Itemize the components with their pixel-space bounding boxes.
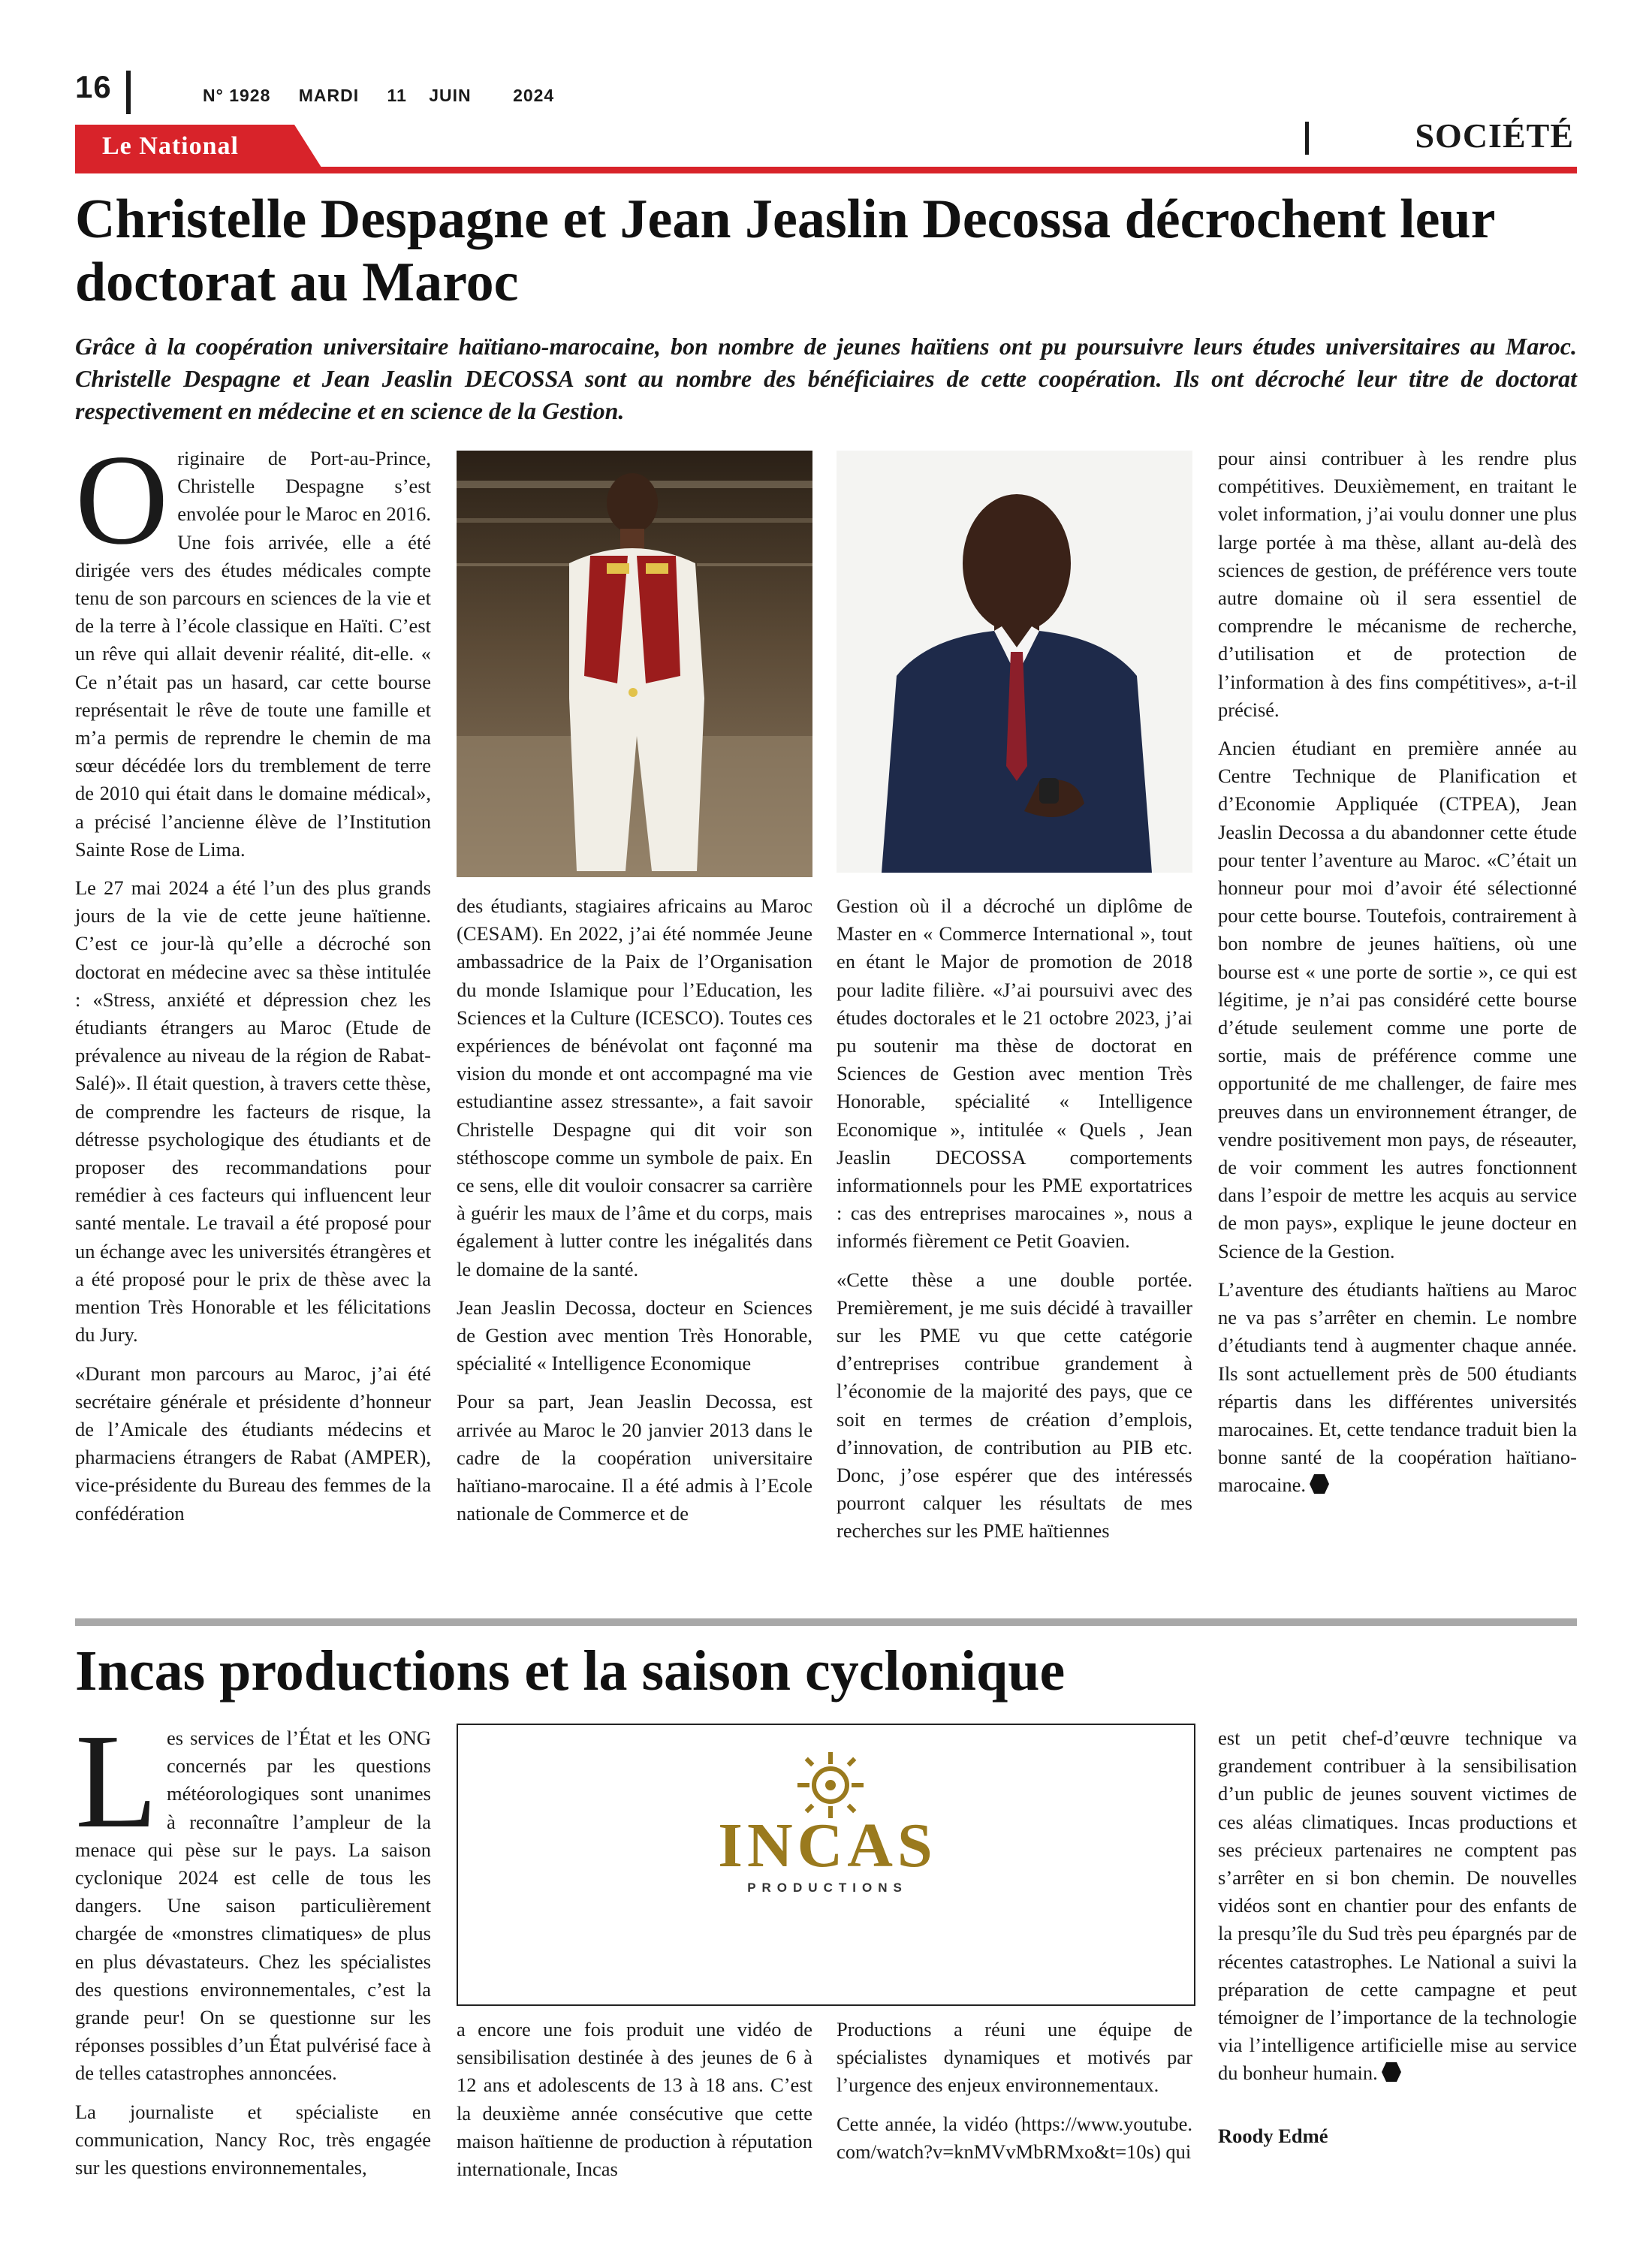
article-separator (75, 1618, 1577, 1626)
paragraph: Cette année, la vidéo (https://www.youtube.com/watch?v=knMVvMbRMxo&t=10s) qui (837, 2112, 1192, 2163)
paragraph: L’aventure des étudiants haïtiens au Maroc ne va pas s’arrêter en chemin. Le nombre d’étudiants tend à augmenter chaque année. Ils sont actuellement près de 500 étudiants répartis dans les différentes universités marocaines. Et, cette tendance traduit bien la bonne santé de la coopération haïtiano-marocaine. (1218, 1277, 1577, 1497)
end-mark-icon (1381, 2061, 1402, 2083)
photo-jean-jeaslin-decossa (837, 451, 1192, 873)
month: JUIN (429, 86, 472, 105)
paragraph: Jean Jeaslin Decossa, docteur en Sciences de Gestion avec mention Très Honorable, spécialité « Intelligence Economique (457, 1295, 812, 1375)
paragraph: pour ainsi contribuer à les rendre plus compétitives. Deuxièmement, en traitant le volet information, j’ai voulu donner une plus large portée à ma thèse, allant au-delà des sciences de gestion, de préférence vers toute autre domaine où il sera essentiel de comprendre le mécanisme de recherche, d’utilisation et de protection de l’information à des fins compétitives», a-t-il précisé. (1218, 447, 1577, 721)
article-title: Christelle Despagne et Jean Jeaslin Decossa décrochent leur doctorat au Maroc (75, 189, 1495, 313)
article1-column-3 (837, 892, 1192, 1556)
weekday: MARDI (298, 86, 360, 105)
paragraph: es services de l’État et les ONG concernés par les questions météorologiques sont unanimes à reconnaître l’ampleur de la menace qui pèse sur le pays. La saison cyclonique 2024 est celle de tous les dangers. Une saison particulièrement chargée de «monstres climatiques» de plus en plus dévastateurs. Chez les spécialistes des questions environnementales, c’est la grande peur! On se questionne sur les réponses possibles d’un État pulvérisé face à de telles catastrophes annoncées. (75, 1727, 431, 2085)
issue-number: N° 1928 (203, 86, 271, 105)
paragraph: «Cette thèse a une double portée. Premièrement, je me suis décidé à travailler sur les PME vu que cette catégorie d’entreprises contribue grandement à l’économie de la majorité des pays, que ce soit en termes de création d’emplois, d’innovation, de contribution au PIB etc. Donc, j’ose espérer que des intéressés pourront calquer les résultats de mes recherches sur les PME haïtiennes (837, 1268, 1192, 1543)
brand-name: Le National (102, 132, 239, 160)
article2-column-3 (837, 2016, 1192, 2176)
article-title: Incas productions et la saison cyclonique (75, 1639, 1066, 1703)
paragraph: Ancien étudiant en première année au Centre Technique de Planification et d’Economie Appliquée (CTPEA), Jean Jeaslin Decossa a du abandonner cette étude pour tenter l’aventure au Maroc. «C’était un honneur pour moi d’avoir été sélectionné pour cette bourse. Toutefois, contrairement à bon nombre de jeunes haïtiens, où une bourse est « une porte de sortie », ce qui est légitime, je n’ai pas considéré cette bourse d’étude seulement comme une porte de sortie, mais de préférence comme une opportunité de me challenger, de faire mes preuves dans un environnement étranger, de vendre positivement mon pays, de réseauter, de voir comment les autres fonctionnent dans l’espoir de mettre les acquis au service de mon pays», explique le jeune docteur en Science de la Gestion. (1218, 737, 1577, 1262)
page-number-divider (126, 71, 131, 114)
paragraph: Productions a réuni une équipe de spécialistes dynamiques et motivés par l’urgence des enjeux environnementaux. (837, 2018, 1192, 2097)
end-mark-icon (1309, 1473, 1330, 1494)
year: 2024 (513, 86, 555, 105)
paragraph: Gestion où il a décroché un diplôme de Master en « Commerce International », tout en étant le Major de promotion de 2018 pour ladite filière. «J’ai poursuivi avec des études doctorales et le 21 octobre 2023, j’ai pu soutenir ma thèse de doctorat en Sciences de Gestion avec mention Très Honorable, spécialité « Intelligence Economique », intitulée « Quels , Jean Jeaslin DECOSSA comportements informationnels pour les PME exportatrices : cas des entreprises marocaines », nous a informés fièrement ce Petit Goavien. (837, 894, 1192, 1253)
article-lead: Grâce à la coopération universitaire haïtiano-marocaine, bon nombre de jeunes haïtiens ont pu poursuivre leurs études universitaires au Maroc. Christelle Despagne et Jean Jeaslin DECOSSA sont au nombre des bénéficiaires de cette coopération. Ils ont décroché leur titre de doctorat respectivement en médecine et en science de la Gestion. (75, 333, 1577, 424)
article2-column-2 (457, 2016, 812, 2194)
paragraph: riginaire de Port-au-Prince, Christelle Despagne s’est envolée pour le Maroc en 2016. Une fois arrivée, elle a été dirigée vers des études médicales compte tenu de son parcours en sciences de la vie et de la terre à l’école classique en Haïti. C’est un rêve qui allait devenir réalité, dit-elle. « Ce n’était pas un hasard, car cette bourse représentait le rêve de toute une famille et m’a permis de reprendre le chemin de ma sœur décédée lors du tremblement de terre de 2010 qui était dans le domaine médical», a précisé l’ancienne élève de l’Institution Sainte Rose de Lima. (75, 447, 431, 861)
day: 11 (387, 86, 407, 105)
article2-column-4 (1218, 1724, 1577, 2161)
paragraph: est un petit chef-d’œuvre technique va grandement contribuer à la sensibilisation d’un public de jeunes souvent victimes de ces aléas climatiques. Incas productions et ses précieux partenaires ne comptent pas s’arrêter en si bon chemin. De nouvelles vidéos sont en chantier pour des enfants de la presqu’île du Sud très peu épargnés par de récentes catastrophes. Le National a suivi la préparation de cette campagne et peut témoigner de l’importance de la technologie via l’intelligence artificielle mise au service du bonheur humain. (1218, 1727, 1577, 2085)
page-number: 16 (75, 69, 112, 104)
drop-cap: O (75, 429, 169, 572)
incas-logo (458, 1725, 1194, 2004)
section-divider (1305, 122, 1309, 155)
section-name: SOCIÉTÉ (1415, 116, 1574, 155)
incas-logo-frame (457, 1724, 1195, 2006)
paragraph: «Durant mon parcours au Maroc, j’ai été secrétaire générale et présidente d’honneur de l’Amicale des étudiants médecins et pharmaciens étrangers de Rabat (AMPER), vice-présidente du Bureau des femmes de la confédération (75, 1362, 431, 1525)
paragraph: des étudiants, stagiaires africains au Maroc (CESAM). En 2022, j’ai été nommée Jeune ambassadrice de la Paix de l’Organisation du monde Islamique pour l’Education, les Sciences et la Culture (ICESCO). Toutes ces expériences de bénévolat ont façonné ma vision du monde et ont accompagné ma vie estudiantine assez stressante», a fait savoir Christelle Despagne qui dit voir son stéthoscope comme un symbole de paix. En ce sens, elle dit vouloir consacrer sa carrière à guérir les maux de l’âme et du corps, mais également à lutter contre les inégalités dans le domaine de la santé. (457, 894, 812, 1280)
drop-cap: L (75, 1706, 158, 1856)
logo-tagline: PRODUCTIONS (747, 1881, 908, 1895)
paragraph: Pour sa part, Jean Jeaslin Decossa, est arrivée au Maroc le 20 janvier 2013 dans le cadre de la coopération universitaire haïtiano-marocaine. Il a été admis à l’Ecole nationale de Commerce et de (457, 1390, 812, 1525)
byline: Roody Edmé (1218, 2124, 1328, 2147)
article1-column-4 (1218, 445, 1577, 1510)
paragraph: Le 27 mai 2024 a été l’un des plus grands jours de la vie de cette jeune haïtienne. C’est ce jour-là qu’elle a décroché son doctorat en médecine avec sa thèse intitulée : «Stress, anxiété et dépression chez les étudiants étrangers au Maroc (Etude de prévalence au niveau de la région de Rabat-Salé)». Il était question, à travers cette thèse, de comprendre les facteurs de risque, la détresse psychologique des étudiants et de proposer des recommandations pour remédier à ces facteurs qui influencent leur santé mentale. Le travail a été proposé pour un échange avec les universités étrangères et a été proposé pour le prix de thèse avec la mention Très Honorable et les félicitations du Jury. (75, 876, 431, 1347)
logo-wordmark: INCAS (718, 1811, 937, 1881)
article1-column-1 (75, 429, 431, 1538)
article2-column-1 (75, 1706, 431, 2192)
issue-date-line (203, 86, 577, 106)
paragraph: a encore une fois produit une vidéo de sensibilisation destinée à des jeunes de 6 à 12 ans et adolescents de 13 à 18 ans. C’est la deuxième année consécutive que cette maison haïtienne de production à réputation internationale, Incas (457, 2018, 812, 2181)
paragraph: La journaliste et spécialiste en communication, Nancy Roc, très engagée sur les questions environnementales, (75, 2100, 431, 2179)
article1-column-2 (457, 892, 812, 1538)
header-rule (75, 167, 1577, 173)
photo-christelle-despagne (457, 451, 812, 877)
